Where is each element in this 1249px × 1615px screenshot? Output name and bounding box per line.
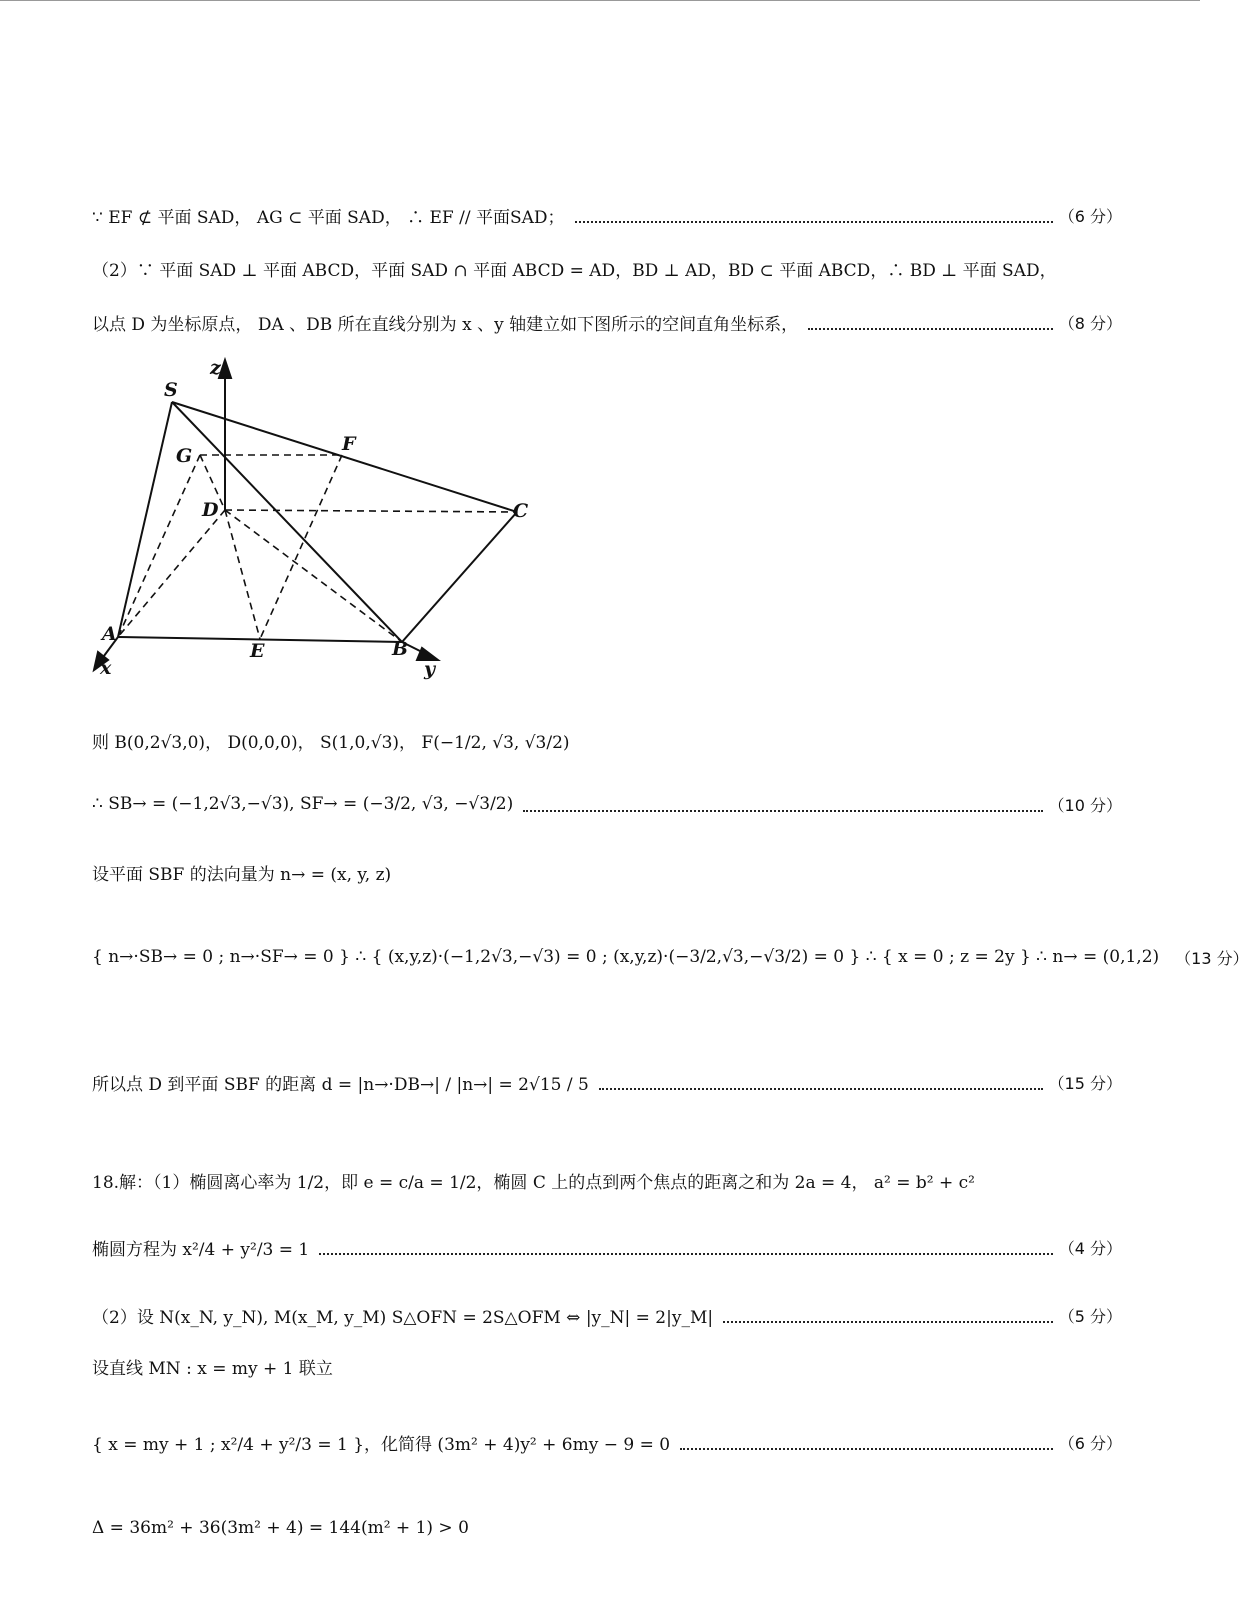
leader-dots [523,796,1042,812]
solution-line-6 [92,860,391,885]
score-label: （13 分） [1175,948,1249,968]
solution-line-10 [92,1225,1122,1269]
score-label: （4 分） [1058,1238,1122,1258]
solution-line-5 [92,782,1122,826]
line-text: 设平面 SBF 的法向量为 n→ = (x, y, z) [92,865,392,885]
score-label: （6 分） [1058,206,1122,226]
solution-line-8 [92,1060,1122,1104]
edge-DB [225,510,402,642]
segment-FE [260,455,342,639]
segment-GA [118,455,200,637]
line-text: （2）设 N(x_N, y_N), M(x_M, y_M) S△OFN = 2S△OFM ⇔ |y_N| = 2|y_M| [92,1307,714,1328]
line-text: Δ = 36m² + 36(3m² + 4) = 144(m² + 1) > 0 [92,1518,469,1538]
leader-dots [319,1239,1052,1255]
score-label: （10 分） [1048,795,1122,815]
leader-dots [808,314,1053,330]
solution-line-14 [92,1518,469,1538]
score-label: （5 分） [1058,1306,1122,1326]
line-text: 所以点 D 到平面 SBF 的距离 d = |n→·DB→| / |n→| = 2√15 / 5 [92,1074,589,1095]
line-text: 设直线 MN : x = my + 1 联立 [92,1359,333,1379]
solution-line-4 [92,728,570,753]
edge-DC [225,510,517,512]
line-text: ∴ SB→ = (−1,2√3,−√3), SF→ = (−3/2, √3, −√3/2) [92,794,514,814]
top-rule [0,0,1200,1]
leader-dots [723,1307,1053,1323]
edge-BC [402,512,517,642]
line-text: 则 B(0,2√3,0)， D(0,0,0)， S(1,0,√3)， F(−1/2, √3, √3/2) [92,733,570,753]
label-S: S [164,379,178,401]
leader-dots [680,1434,1053,1450]
solution-line-13 [92,1420,1122,1464]
solution-line-2 [92,256,1057,281]
label-z: z [210,357,221,379]
label-C: C [513,500,529,522]
label-G: G [176,445,193,467]
edge-DE [225,510,260,639]
solution-line-9 [92,1168,975,1193]
score-label: （15 分） [1048,1073,1122,1093]
label-B: B [392,638,409,660]
label-A: A [102,623,117,645]
label-y: y [424,658,436,680]
label-F: F [342,433,356,455]
line-text: （2）∵ 平面 SAD ⊥ 平面 ABCD，平面 SAD ∩ 平面 ABCD = AD，BD ⊥ AD，BD ⊂ 平面 ABCD，∴ BD ⊥ 平面 SAD， [92,261,1057,281]
solution-line-7 [92,935,1249,979]
score-label: （8 分） [1058,313,1122,333]
score-label: （6 分） [1058,1433,1122,1453]
solution-line-11 [92,1293,1122,1337]
line-text: 以点 D 为坐标原点， DA 、DB 所在直线分别为 x 、y 轴建立如下图所示的空间直角坐标系， [92,314,799,335]
line-text: { n→·SB→ = 0 ; n→·SF→ = 0 } ∴ { (x,y,z)·(−1,2√3,−√3) = 0 ; (x,y,z)·(−3/2,√3,−√3/2) = 0 } ∴ { x = 0 ; z = 2y } ∴ n→ = (0,1,2) [92,947,1160,967]
label-E: E [250,640,265,662]
leader-dots [599,1074,1043,1090]
line-text: 椭圆方程为 x²/4 + y²/3 = 1 [92,1239,310,1260]
label-x: x [100,657,112,679]
label-D: D [202,499,219,521]
line-text: 18.解：（1）椭圆离心率为 1/2，即 e = c/a = 1/2，椭圆 C 上的点到两个焦点的距离之和为 2a = 4， a² = b² + c² [92,1173,975,1193]
z-axis-arrow [219,360,231,378]
edge-DA [118,510,225,637]
solution-line-3 [92,300,1122,344]
line-text: { x = my + 1 ; x²/4 + y²/3 = 1 }，化简得 (3m² + 4)y² + 6my − 9 = 0 [92,1434,671,1455]
solution-line-12 [92,1354,333,1379]
leader-dots [575,207,1053,223]
solution-line-1 [92,193,1122,237]
pyramid-figure [80,352,550,692]
edge-SA [118,402,172,637]
line-text: ∵ EF ⊄ 平面 SAD， AG ⊂ 平面 SAD， ∴ EF // 平面SAD； [92,207,565,228]
